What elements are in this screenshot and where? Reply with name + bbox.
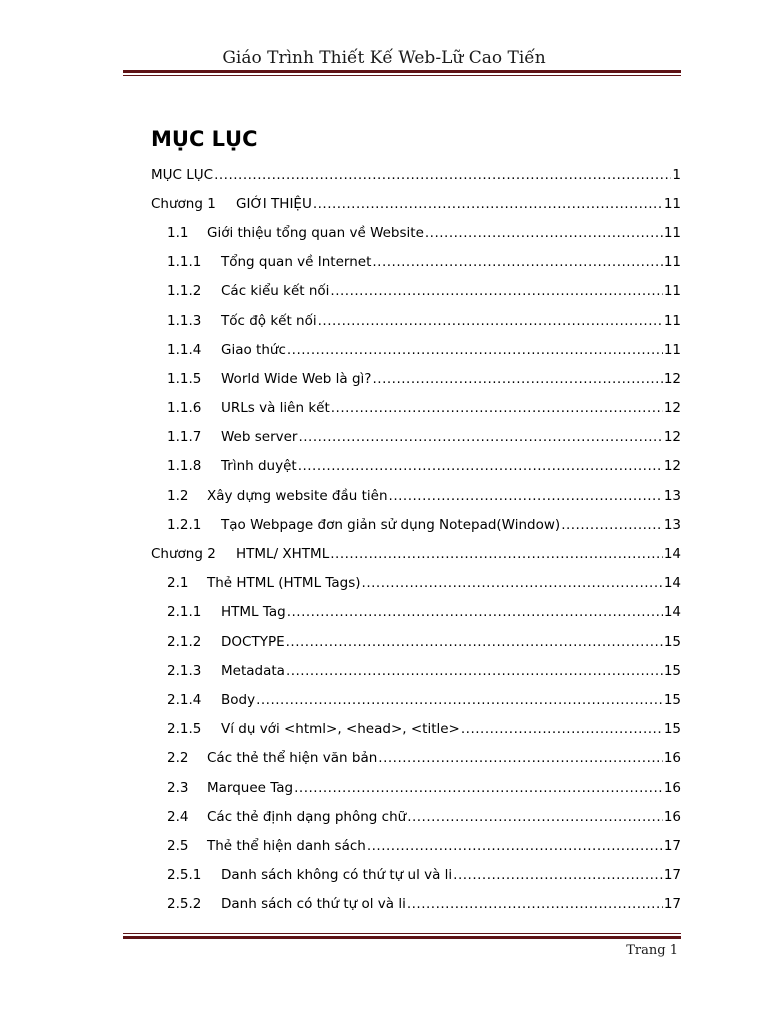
toc-heading: MỤC LỤC bbox=[151, 127, 258, 151]
toc-list bbox=[151, 160, 681, 919]
toc-entry-title: Danh sách không có thứ tự ul và li bbox=[221, 867, 453, 884]
toc-dot-leader bbox=[407, 809, 663, 825]
toc-entry[interactable] bbox=[151, 569, 681, 598]
toc-dot-leader bbox=[372, 371, 662, 387]
toc-dot-leader bbox=[298, 458, 663, 474]
toc-dot-leader bbox=[453, 867, 663, 883]
toc-entry[interactable] bbox=[151, 423, 681, 452]
toc-entry-title: GIỚI THIỆU bbox=[236, 195, 312, 212]
toc-entry-page: 14 bbox=[663, 546, 681, 563]
toc-dot-leader bbox=[287, 604, 663, 620]
toc-dot-leader bbox=[330, 546, 663, 562]
toc-dot-leader bbox=[286, 663, 663, 679]
toc-entry-page: 12 bbox=[663, 458, 681, 475]
toc-entry-title: Tạo Webpage đơn giản sử dụng Notepad(Window) bbox=[221, 516, 561, 533]
toc-entry-page: 11 bbox=[663, 283, 681, 300]
toc-entry-page: 12 bbox=[663, 370, 681, 387]
toc-entry[interactable] bbox=[151, 656, 681, 685]
toc-entry-page: 17 bbox=[663, 867, 681, 884]
toc-entry-title: Thẻ HTML (HTML Tags) bbox=[207, 575, 361, 592]
toc-dot-leader bbox=[378, 750, 663, 766]
toc-entry-title: Các kiểu kết nối bbox=[221, 283, 330, 300]
toc-entry-title: Các thẻ thể hiện văn bản bbox=[207, 750, 378, 767]
toc-entry-page: 15 bbox=[663, 691, 681, 708]
toc-dot-leader bbox=[298, 429, 662, 445]
toc-entry[interactable] bbox=[151, 306, 681, 335]
toc-entry-title: HTML Tag bbox=[221, 604, 286, 621]
toc-dot-leader bbox=[461, 721, 663, 737]
toc-entry-title: HTML/ XHTML bbox=[236, 546, 330, 563]
toc-dot-leader bbox=[330, 283, 662, 299]
toc-entry-title: Danh sách có thứ tự ol và li bbox=[221, 896, 406, 913]
toc-entry[interactable] bbox=[151, 861, 681, 890]
toc-entry-number: 1.2 bbox=[167, 487, 189, 504]
toc-entry-number: 1.1.6 bbox=[167, 400, 202, 417]
toc-entry-title: Giới thiệu tổng quan về Website bbox=[207, 224, 424, 241]
toc-entry-number: 2.1.1 bbox=[167, 604, 202, 621]
toc-entry[interactable] bbox=[151, 510, 681, 539]
toc-entry-page: 11 bbox=[663, 254, 681, 271]
toc-entry-page: 15 bbox=[663, 662, 681, 679]
toc-entry-page: 11 bbox=[663, 312, 681, 329]
toc-entry-title: Marquee Tag bbox=[207, 779, 294, 796]
toc-entry-number: 2.1.3 bbox=[167, 662, 202, 679]
toc-entry-page: 15 bbox=[663, 633, 681, 650]
toc-entry-page: 16 bbox=[663, 750, 681, 767]
toc-entry-number: 1.1.8 bbox=[167, 458, 202, 475]
toc-dot-leader bbox=[425, 225, 663, 241]
toc-entry[interactable] bbox=[151, 715, 681, 744]
toc-entry-page: 13 bbox=[663, 516, 681, 533]
toc-entry-number: Chương 1 bbox=[151, 195, 216, 212]
toc-entry-number: 1.1.3 bbox=[167, 312, 202, 329]
toc-entry-title: Ví dụ với <html>, <head>, <title> bbox=[221, 721, 460, 738]
toc-dot-leader bbox=[389, 488, 663, 504]
toc-entry-title: Metadata bbox=[221, 662, 285, 679]
toc-entry-page: 12 bbox=[663, 429, 681, 446]
toc-entry-title: Xây dựng website đầu tiên bbox=[207, 487, 388, 504]
toc-entry-number: 1.1 bbox=[167, 224, 189, 241]
toc-entry[interactable] bbox=[151, 831, 681, 860]
toc-entry-title: Trình duyệt bbox=[221, 458, 297, 475]
toc-entry-number: 2.1 bbox=[167, 575, 189, 592]
toc-entry-title: Tổng quan về Internet bbox=[221, 254, 372, 271]
toc-entry-page: 1 bbox=[672, 166, 681, 183]
toc-entry-page: 14 bbox=[663, 604, 681, 621]
toc-entry-title: MỤC LỤC bbox=[151, 166, 214, 183]
toc-dot-leader bbox=[287, 342, 663, 358]
toc-dot-leader bbox=[313, 196, 663, 212]
toc-entry-page: 14 bbox=[663, 575, 681, 592]
toc-entry-title: Body bbox=[221, 691, 256, 708]
toc-entry[interactable] bbox=[151, 277, 681, 306]
header-title: Giáo Trình Thiết Kế Web-Lữ Cao Tiến bbox=[222, 48, 546, 68]
toc-entry[interactable] bbox=[151, 773, 681, 802]
header-rule bbox=[123, 70, 681, 76]
toc-dot-leader bbox=[407, 896, 663, 912]
toc-dot-leader bbox=[294, 780, 663, 796]
toc-dot-leader bbox=[286, 634, 663, 650]
toc-entry-number: 2.1.5 bbox=[167, 721, 202, 738]
toc-entry-number: 2.5.1 bbox=[167, 867, 202, 884]
toc-dot-leader bbox=[331, 400, 663, 416]
toc-entry-page: 11 bbox=[663, 341, 681, 358]
toc-entry[interactable] bbox=[151, 744, 681, 773]
toc-entry-page: 17 bbox=[663, 896, 681, 913]
toc-entry-page: 17 bbox=[663, 837, 681, 854]
toc-entry-page: 11 bbox=[663, 195, 681, 212]
toc-entry-title: Giao thức bbox=[221, 341, 286, 358]
toc-entry[interactable] bbox=[151, 890, 681, 919]
toc-dot-leader bbox=[318, 313, 663, 329]
toc-dot-leader bbox=[367, 838, 663, 854]
toc-entry-number: 2.2 bbox=[167, 750, 189, 767]
toc-entry-title: Các thẻ định dạng phông chữ bbox=[207, 808, 407, 825]
toc-entry-number: 1.1.5 bbox=[167, 370, 202, 387]
toc-dot-leader bbox=[214, 167, 671, 183]
toc-entry-title: URLs và liên kết bbox=[221, 400, 330, 417]
toc-entry-title: Tốc độ kết nối bbox=[221, 312, 317, 329]
toc-entry-number: 2.3 bbox=[167, 779, 189, 796]
toc-entry-number: 2.1.2 bbox=[167, 633, 202, 650]
toc-entry[interactable] bbox=[151, 364, 681, 393]
toc-entry[interactable] bbox=[151, 160, 681, 189]
footer-rule bbox=[123, 933, 681, 939]
toc-entry-number: 2.4 bbox=[167, 808, 189, 825]
toc-entry-page: 13 bbox=[663, 487, 681, 504]
toc-entry-title: Thẻ thể hiện danh sách bbox=[207, 837, 366, 854]
toc-entry-number: 1.1.7 bbox=[167, 429, 202, 446]
toc-entry[interactable] bbox=[151, 539, 681, 568]
toc-entry[interactable] bbox=[151, 452, 681, 481]
toc-entry-number: 1.1.4 bbox=[167, 341, 202, 358]
toc-entry-number: 1.1.2 bbox=[167, 283, 202, 300]
toc-entry-title: DOCTYPE bbox=[221, 633, 285, 650]
toc-entry-page: 12 bbox=[663, 400, 681, 417]
toc-dot-leader bbox=[256, 692, 663, 708]
toc-entry[interactable] bbox=[151, 627, 681, 656]
toc-entry-page: 16 bbox=[663, 779, 681, 796]
toc-entry-number: 1.1.1 bbox=[167, 254, 202, 271]
toc-entry[interactable] bbox=[151, 394, 681, 423]
toc-entry-number: 2.5.2 bbox=[167, 896, 202, 913]
toc-entry-title: Web server bbox=[221, 429, 298, 446]
toc-entry-number: 1.2.1 bbox=[167, 516, 202, 533]
toc-dot-leader bbox=[362, 575, 663, 591]
toc-entry-page: 11 bbox=[663, 224, 681, 241]
toc-entry-number: Chương 2 bbox=[151, 546, 216, 563]
toc-entry[interactable] bbox=[151, 189, 681, 218]
toc-dot-leader bbox=[372, 254, 662, 270]
toc-entry[interactable] bbox=[151, 218, 681, 247]
toc-entry-number: 2.1.4 bbox=[167, 691, 202, 708]
toc-entry-title: World Wide Web là gì? bbox=[221, 370, 372, 387]
toc-dot-leader bbox=[561, 517, 663, 533]
toc-entry[interactable] bbox=[151, 802, 681, 831]
toc-entry[interactable] bbox=[151, 248, 681, 277]
toc-entry-page: 15 bbox=[663, 721, 681, 738]
toc-entry[interactable] bbox=[151, 481, 681, 510]
toc-entry-number: 2.5 bbox=[167, 837, 189, 854]
page-number: Trang 1 bbox=[626, 943, 678, 958]
toc-entry[interactable] bbox=[151, 335, 681, 364]
toc-entry[interactable] bbox=[151, 598, 681, 627]
toc-entry[interactable] bbox=[151, 685, 681, 714]
toc-entry-page: 16 bbox=[663, 808, 681, 825]
